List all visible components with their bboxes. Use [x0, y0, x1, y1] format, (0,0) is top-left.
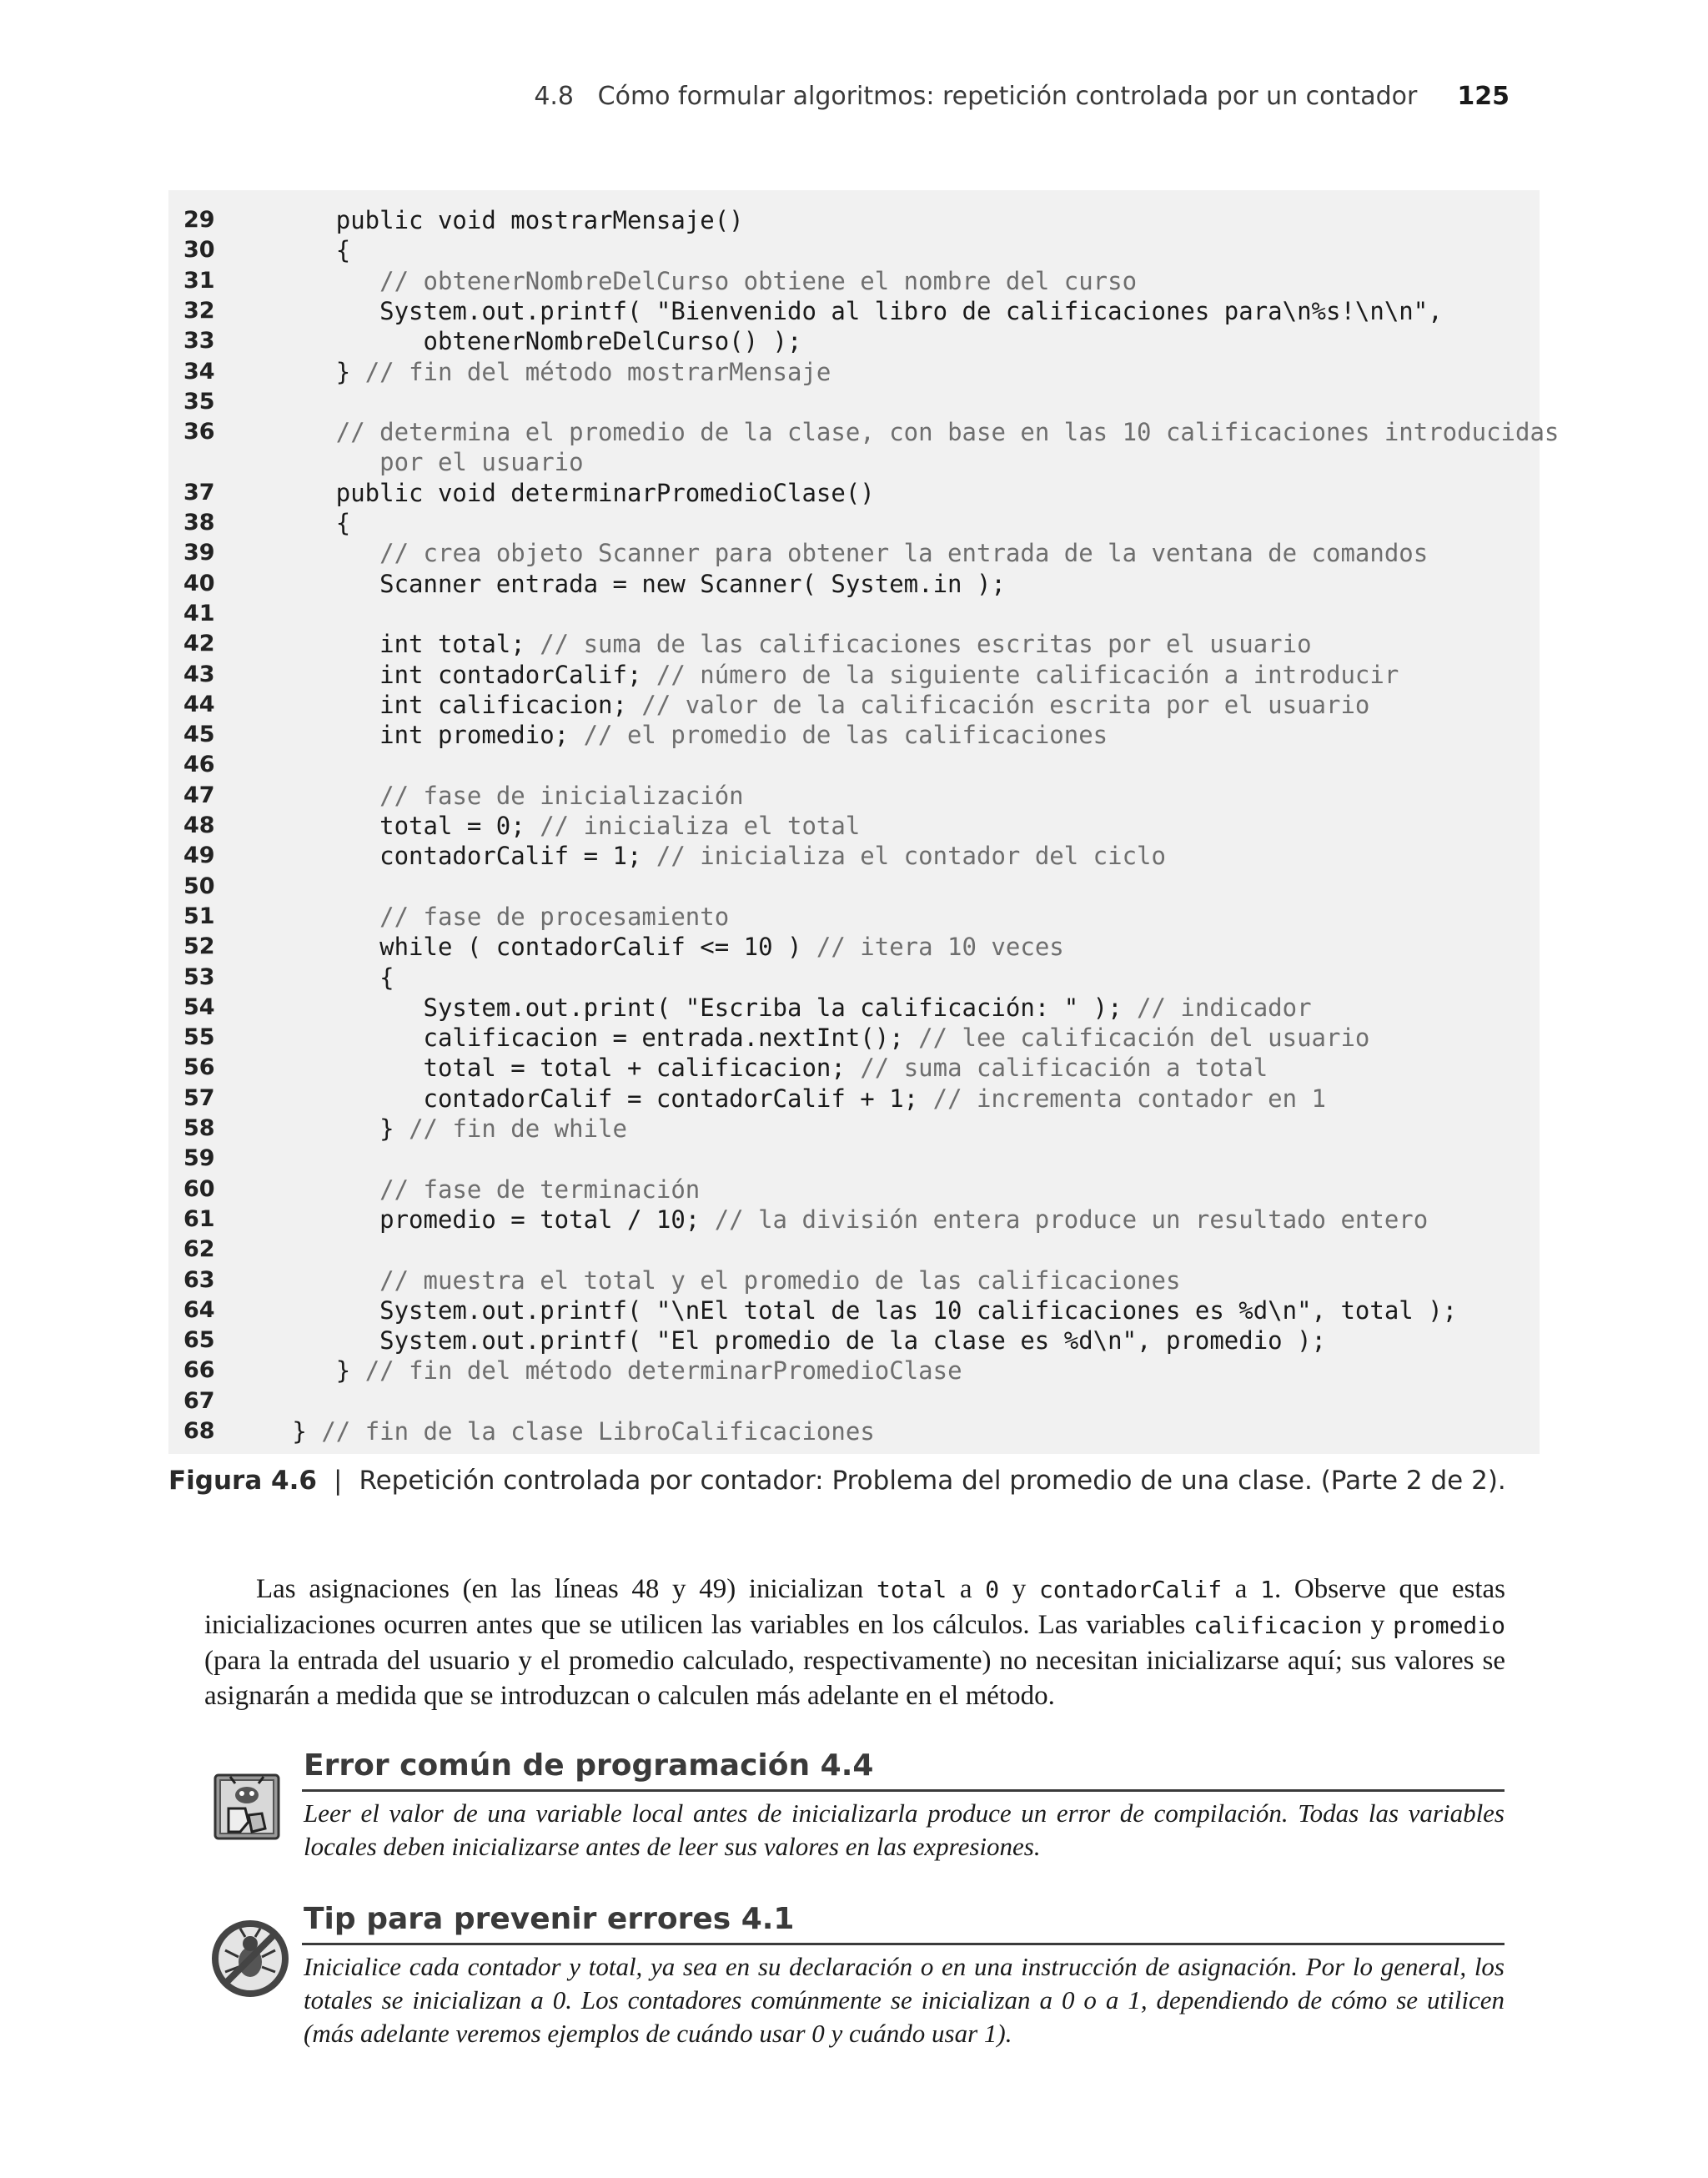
line-number: 59: [183, 1145, 215, 1172]
code-comment: // crea objeto Scanner para obtener la entrada de la ventana de comandos: [379, 539, 1429, 568]
line-number: 46: [183, 752, 215, 778]
line-number: 64: [183, 1296, 215, 1323]
line-number: 68: [183, 1418, 215, 1444]
code-text: [249, 660, 1399, 690]
figure-caption: [168, 1466, 1506, 1496]
code-line: [168, 660, 1540, 690]
code-line: [168, 326, 1540, 356]
running-head: [534, 82, 1510, 111]
code-comment: por el usuario: [379, 448, 584, 477]
line-number: 37: [183, 479, 215, 506]
line-number: 60: [183, 1175, 215, 1202]
code-line: [168, 417, 1560, 447]
code-line: [168, 1205, 1540, 1235]
running-head-section: 4.8: [534, 82, 575, 111]
line-number: 66: [183, 1357, 215, 1384]
code-line: [168, 902, 1540, 932]
line-number: 58: [183, 1115, 215, 1141]
line-number: 65: [183, 1327, 215, 1354]
code-comment: // muestra el total y el promedio de las calificaciones: [379, 1265, 1181, 1295]
code-line: [168, 1356, 1540, 1386]
code-statement: [249, 1175, 379, 1204]
code-statement: int calificacion;: [249, 690, 642, 719]
code-line: [168, 872, 1540, 902]
code-line: [168, 963, 1540, 993]
para-text: y: [999, 1574, 1039, 1604]
code-statement: public void determinarPromedioClase(): [249, 478, 875, 507]
code-comment: // itera 10 veces: [816, 933, 1064, 962]
code-comment: // número de la siguiente calificación a introducir: [656, 660, 1399, 689]
code-statement: {: [249, 236, 351, 265]
code-statement: [249, 267, 379, 295]
line-number: 42: [183, 631, 215, 657]
line-number: 36: [183, 419, 215, 445]
code-text: [249, 1265, 1180, 1295]
code-line: [168, 932, 1540, 962]
tip-rule: [302, 1943, 1505, 1945]
code-line: [168, 387, 1540, 417]
line-number: 63: [183, 1266, 215, 1293]
code-text: [249, 1356, 962, 1386]
code-statement: [249, 539, 379, 567]
line-number: 49: [183, 843, 215, 869]
code-comment: // indicador: [1137, 993, 1312, 1022]
code-statement: total = 0;: [249, 812, 540, 840]
inline-code: contadorCalif: [1038, 1576, 1223, 1603]
code-statement: contadorCalif = 1;: [249, 842, 656, 871]
code-line: [168, 569, 1540, 599]
para-text: y: [1362, 1610, 1394, 1640]
code-line: [168, 599, 1540, 629]
code-line: [168, 750, 1540, 780]
inline-code: promedio: [1393, 1612, 1505, 1639]
code-text: [249, 1325, 1326, 1356]
code-text: [249, 811, 860, 841]
line-number: 45: [183, 722, 215, 748]
code-line: [168, 629, 1540, 659]
code-statement: {: [249, 509, 351, 537]
inline-code: 1: [1260, 1576, 1274, 1603]
tip-text: Inicialice cada contador y total, ya sea en su declaración o en una instrucción de asignación. Por lo general, los totales se inicializan a 0. Los contadores comúnmente se inicializan a 0 o a 1, dependiendo de cómo se utilicen (más adelante veremos ejemplos de cuándo usar 0 y cuándo usar 1).: [304, 1952, 1505, 2048]
code-line: [168, 1416, 1540, 1446]
code-line: [168, 205, 1540, 235]
code-text: [249, 417, 1559, 447]
code-text: [249, 478, 875, 508]
code-line: [168, 1053, 1540, 1083]
line-number: 55: [183, 1024, 215, 1051]
code-line: [168, 1295, 1540, 1325]
code-comment: // fin de while: [409, 1114, 627, 1143]
tip-title: Error común de programación 4.4: [304, 1748, 874, 1783]
code-comment: // suma de las calificaciones escritas por el usuario: [540, 630, 1312, 659]
line-number: 51: [183, 903, 215, 929]
tip-common-error: [210, 1748, 1505, 1865]
line-number: 54: [183, 993, 215, 1020]
line-number: 52: [183, 933, 215, 960]
code-statement: [249, 418, 336, 446]
code-comment: // el promedio de las calificaciones: [583, 721, 1108, 750]
code-comment: // fase de inicialización: [379, 781, 744, 810]
code-statement: }: [249, 1417, 322, 1446]
line-number: 43: [183, 661, 215, 687]
tip-error-prevention: [210, 1902, 1505, 2060]
code-line: [168, 781, 1540, 811]
code-line: [168, 811, 1540, 841]
code-comment: // fin de la clase LibroCalificaciones: [321, 1417, 875, 1446]
line-number: 33: [183, 328, 215, 355]
code-statement: [249, 448, 379, 476]
code-statement: contadorCalif = contadorCalif + 1;: [249, 1084, 933, 1113]
code-line: [168, 841, 1540, 871]
line-number: 41: [183, 600, 215, 626]
line-number: 67: [183, 1387, 215, 1414]
code-statement: while ( contadorCalif <= 10 ): [249, 933, 816, 962]
code-text: [249, 690, 1369, 720]
code-statement: promedio = total / 10;: [249, 1205, 715, 1234]
code-statement: }: [249, 1114, 409, 1143]
code-line: [168, 1114, 1540, 1144]
code-line: [168, 478, 1540, 508]
code-comment: // valor de la calificación escrita por el usuario: [641, 690, 1370, 719]
code-comment: // obtenerNombreDelCurso obtiene el nombre del curso: [379, 266, 1138, 295]
code-comment: // suma calificación a total: [860, 1054, 1268, 1083]
line-number: 61: [183, 1205, 215, 1232]
line-number: 32: [183, 297, 215, 324]
code-text: [249, 1084, 1326, 1114]
code-line: [168, 447, 1540, 477]
para-text: Las asignaciones (en las líneas 48 y 49) inicializan: [256, 1574, 877, 1604]
line-number: 56: [183, 1054, 215, 1081]
code-comment: // lee calificación del usuario: [918, 1024, 1370, 1053]
caption-text: Repetición controlada por contador: Problema del promedio de una clase. (Parte 2 de 2).: [359, 1466, 1506, 1496]
tip-text: Leer el valor de una variable local antes de inicializarla produce un error de compilación. Todas las variables locales deben inicializarse antes de leer sus valores en las expresiones.: [304, 1798, 1505, 1861]
line-number: 48: [183, 812, 215, 838]
code-line: [168, 1265, 1540, 1295]
code-comment: // la división entera produce un resultado entero: [714, 1205, 1429, 1234]
code-line: [168, 1023, 1540, 1053]
code-statement: System.out.printf( "Bienvenido al libro de calificaciones para\n%s!\n\n",: [249, 296, 1443, 325]
code-comment: // fin del método mostrarMensaje: [364, 357, 831, 386]
code-text: [249, 508, 350, 538]
code-statement: }: [249, 1356, 365, 1386]
code-statement: System.out.printf( "El promedio de la clase es %d\n", promedio );: [249, 1326, 1327, 1356]
code-statement: public void mostrarMensaje(): [249, 206, 744, 234]
code-text: [249, 326, 801, 356]
code-line: [168, 508, 1540, 538]
para-text: a: [947, 1574, 986, 1604]
line-number: 62: [183, 1236, 215, 1263]
line-number: 44: [183, 691, 215, 717]
code-line: [168, 690, 1540, 720]
code-comment: // fin del método determinarPromedioClase: [364, 1356, 962, 1386]
code-line: [168, 720, 1540, 750]
running-head-title: Cómo formular algoritmos: repetición controlada por un contador: [597, 82, 1418, 111]
code-statement: [249, 1266, 379, 1295]
code-text: [249, 1023, 1369, 1053]
code-statement: {: [249, 963, 394, 992]
code-text: [249, 1295, 1457, 1325]
code-comment: // fase de procesamiento: [379, 902, 730, 931]
code-text: [249, 1416, 875, 1446]
code-text: [249, 993, 1312, 1023]
code-text: [249, 1114, 627, 1144]
code-text: [249, 357, 831, 387]
code-line: [168, 296, 1540, 326]
code-line: [168, 1235, 1540, 1265]
code-line: [168, 1175, 1540, 1205]
code-text: [249, 569, 1006, 599]
line-number: 50: [183, 873, 215, 899]
code-comment: // determina el promedio de la clase, con base en las 10 calificaciones introducidas: [335, 418, 1560, 447]
code-text: [249, 629, 1312, 659]
code-line: [168, 1084, 1540, 1114]
code-statement: int promedio;: [249, 721, 584, 750]
code-statement: Scanner entrada = new Scanner( System.in );: [249, 569, 1006, 598]
inline-code: total: [876, 1576, 947, 1603]
code-statement: int contadorCalif;: [249, 660, 656, 689]
tip-rule: [302, 1789, 1505, 1792]
code-statement: }: [249, 357, 365, 386]
caption-separator: |: [333, 1466, 343, 1496]
code-line: [168, 538, 1540, 568]
code-comment: // fase de terminación: [379, 1175, 701, 1204]
line-number: 31: [183, 267, 215, 294]
code-statement: int total;: [249, 630, 540, 659]
code-text: [249, 963, 394, 993]
figure-label: Figura 4.6: [168, 1466, 317, 1496]
code-text: [249, 781, 744, 811]
code-text: [249, 902, 729, 932]
page-number: 125: [1457, 82, 1510, 111]
line-number: 35: [183, 388, 215, 415]
code-statement: System.out.print( "Escriba la calificación: " );: [249, 993, 1138, 1022]
line-number: 47: [183, 782, 215, 808]
code-text: [249, 538, 1428, 568]
para-text: (para la entrada del usuario y el promedio calculado, respectivamente) no necesitan inicializarse aquí; sus valores se asignarán a medida que se introduzcan o calculen más adelante en el método.: [204, 1646, 1505, 1711]
code-statement: System.out.printf( "\nEl total de las 10 calificaciones es %d\n", total );: [249, 1295, 1458, 1325]
code-text: [249, 205, 744, 235]
code-line: [168, 1386, 1540, 1416]
tip-title: Tip para prevenir errores 4.1: [304, 1902, 795, 1936]
line-number: 57: [183, 1084, 215, 1111]
no-bug-prevent-icon: [210, 1919, 290, 1999]
para-text: a: [1222, 1574, 1261, 1604]
code-line: [168, 235, 1540, 265]
line-number: 38: [183, 510, 215, 536]
body-paragraph: [204, 1572, 1505, 1713]
code-text: [249, 1175, 700, 1205]
code-text: [249, 266, 1137, 296]
code-text: [249, 1053, 1268, 1083]
code-text: [249, 841, 1166, 871]
code-line: [168, 1325, 1540, 1356]
code-comment: // inicializa el total: [540, 812, 861, 840]
code-line: [168, 1144, 1540, 1174]
code-line: [168, 266, 1540, 296]
line-number: 53: [183, 963, 215, 990]
code-line: [168, 993, 1540, 1023]
code-comment: // incrementa contador en 1: [932, 1084, 1327, 1113]
para-text: . Observe que estas inicializaciones ocurren antes que se utilicen las variables en los cálculos. Las variables: [204, 1574, 1505, 1640]
line-number: 30: [183, 237, 215, 264]
code-statement: obtenerNombreDelCurso() );: [249, 327, 802, 356]
code-statement: [249, 903, 379, 931]
code-text: [249, 932, 1064, 962]
line-number: 40: [183, 570, 215, 596]
line-number: 34: [183, 358, 215, 385]
code-comment: // inicializa el contador del ciclo: [656, 842, 1166, 871]
code-statement: [249, 782, 379, 810]
code-text: [249, 720, 1108, 750]
line-number: 29: [183, 207, 215, 233]
code-text: [249, 235, 350, 265]
code-text: [249, 447, 584, 477]
code-statement: calificacion = entrada.nextInt();: [249, 1024, 919, 1053]
code-line: [168, 357, 1540, 387]
error-bug-thumbs-down-icon: [210, 1767, 290, 1847]
inline-code: 0: [985, 1576, 1000, 1603]
code-listing: [168, 190, 1560, 1454]
line-number: 39: [183, 540, 215, 566]
inline-code: calificacion: [1193, 1612, 1363, 1639]
code-text: [249, 1205, 1428, 1235]
code-text: [249, 296, 1443, 326]
code-statement: total = total + calificacion;: [249, 1054, 861, 1083]
